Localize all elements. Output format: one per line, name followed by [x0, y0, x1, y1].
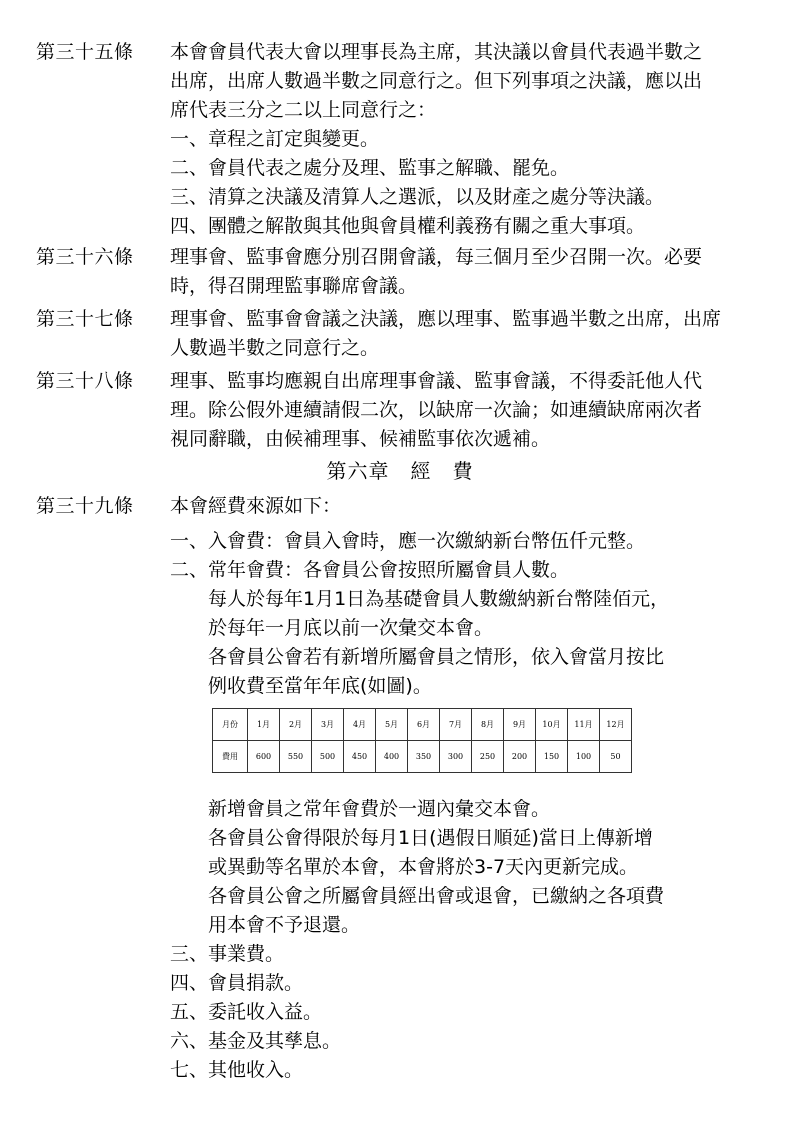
article-item: 三、清算之決議及清算人之選派，以及財產之處分等決議。	[170, 186, 665, 208]
article-body	[170, 305, 770, 363]
table-cell: 600	[248, 741, 280, 773]
article-subline: 例收費至當年年底(如圖)。	[208, 675, 432, 697]
table-cell: 10月	[536, 709, 568, 741]
article-item: 二、常年會費：各會員公會按照所屬會員人數。	[170, 559, 570, 581]
article-subline: 每人於每年1月1日為基礎會員人數繳納新台幣陸佰元，	[208, 588, 670, 610]
article-subline: 各會員公會之所屬會員經出會或退會，已繳納之各項費	[208, 885, 665, 907]
article-line: 出席，出席人數過半數之同意行之。但下列事項之決議，應以出	[170, 70, 703, 92]
article-item: 三、事業費。	[170, 943, 285, 965]
article-line: 視同辭職，由候補理事、候補監事依次遞補。	[170, 428, 551, 450]
table-cell: 2月	[280, 709, 312, 741]
article-line: 理事、監事均應親自出席理事會議、監事會議，不得委託他人代	[170, 370, 703, 392]
table-cell: 500	[312, 741, 344, 773]
article-label: 第三十五條	[36, 41, 134, 63]
article-line: 時，得召開理監事聯席會議。	[170, 275, 418, 297]
article-label: 第三十九條	[36, 495, 134, 517]
table-cell: 350	[408, 741, 440, 773]
article-item: 六、基金及其孳息。	[170, 1030, 342, 1052]
article-line: 理事會、監事會會議之決議，應以理事、監事過半數之出席，出席	[170, 308, 722, 330]
table-cell: 550	[280, 741, 312, 773]
table-cell: 400	[376, 741, 408, 773]
article-item: 一、入會費：會員入會時，應一次繳納新台幣伍仟元整。	[170, 530, 646, 552]
article-body	[170, 492, 770, 701]
article-subline: 各會員公會得限於每月1日(遇假日順延)當日上傳新增	[208, 827, 653, 849]
table-cell: 11月	[568, 709, 600, 741]
table-cell: 5月	[376, 709, 408, 741]
table-cell: 6月	[408, 709, 440, 741]
article-label: 第三十八條	[36, 370, 134, 392]
article-subline: 於每年一月底以前一次彙交本會。	[208, 617, 494, 639]
article-label: 第三十七條	[36, 308, 134, 330]
article-item: 五、委託收入益。	[170, 1001, 323, 1023]
article-subline: 或異動等名單於本會，本會將於3-7天內更新完成。	[208, 856, 639, 878]
chapter-title: 第六章 經 費	[326, 459, 474, 483]
table-cell: 9月	[504, 709, 536, 741]
table-cell: 250	[472, 741, 504, 773]
article-body	[170, 367, 770, 454]
table-row	[213, 709, 632, 741]
article-line: 席代表三分之二以上同意行之：	[170, 99, 437, 121]
article-body	[170, 795, 770, 1085]
article-intro: 本會經費來源如下：	[170, 495, 342, 517]
article-line: 理。除公假外連續請假二次，以缺席一次論；如連續缺席兩次者	[170, 399, 703, 421]
article-line: 理事會、監事會應分別召開會議，每三個月至少召開一次。必要	[170, 246, 703, 268]
table-cell: 200	[504, 741, 536, 773]
table-cell: 1月	[248, 709, 280, 741]
table-header-month: 月份	[213, 709, 248, 741]
table-cell: 100	[568, 741, 600, 773]
article-subline: 新增會員之常年會費於一週內彙交本會。	[208, 798, 551, 820]
table-cell: 300	[440, 741, 472, 773]
article-subline: 各會員公會若有新增所屬會員之情形，依入會當月按比	[208, 646, 665, 668]
table-cell: 150	[536, 741, 568, 773]
article-line: 人數過半數之同意行之。	[170, 337, 380, 359]
table-cell: 12月	[600, 709, 632, 741]
table-row	[213, 741, 632, 773]
article-body	[170, 243, 770, 301]
fee-table	[212, 708, 632, 773]
table-header-fee: 費用	[213, 741, 248, 773]
table-cell: 7月	[440, 709, 472, 741]
article-item: 四、會員捐款。	[170, 972, 304, 994]
table-cell: 8月	[472, 709, 504, 741]
article-item: 一、章程之訂定與變更。	[170, 128, 380, 150]
article-item: 七、其他收入。	[170, 1059, 304, 1081]
article-item: 四、團體之解散與其他與會員權利義務有關之重大事項。	[170, 215, 646, 237]
table-cell: 3月	[312, 709, 344, 741]
article-item: 二、會員代表之處分及理、監事之解職、罷免。	[170, 157, 570, 179]
table-cell: 4月	[344, 709, 376, 741]
table-cell: 50	[600, 741, 632, 773]
article-body	[170, 38, 770, 241]
table-cell: 450	[344, 741, 376, 773]
article-line: 本會會員代表大會以理事長為主席，其決議以會員代表過半數之	[170, 41, 703, 63]
article-label: 第三十六條	[36, 246, 134, 268]
article-subline: 用本會不予退還。	[208, 914, 361, 936]
